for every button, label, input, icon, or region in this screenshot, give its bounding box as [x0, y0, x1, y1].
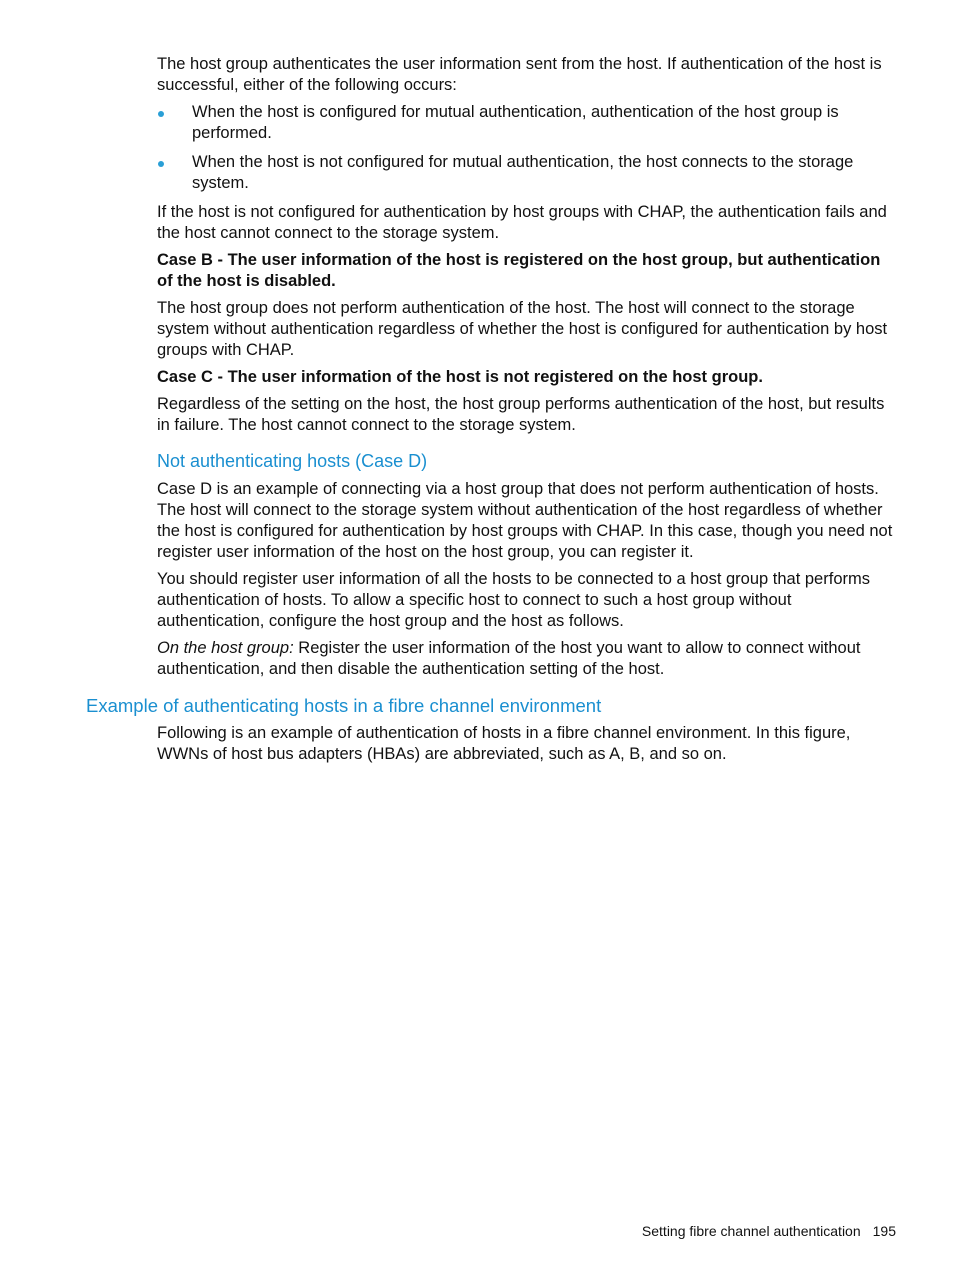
bullet-dot-icon: [158, 111, 164, 117]
case-d-paragraph-2: You should register user information of all the hosts to be connected to a host group that performs authentication of hosts. To allow a specific host to connect to such a host group without authentication, configure the host group and the host as follows.: [157, 570, 870, 630]
case-c-heading: Case C - The user information of the host is not registered on the host group.: [157, 368, 763, 386]
bullet-dot-icon: [158, 161, 164, 167]
after-bullets-paragraph: If the host is not configured for authentication by host groups with CHAP, the authentication fails and the host cannot connect to the storage system.: [157, 203, 887, 242]
case-b-body: The host group does not perform authentication of the host. The host will connect to the storage system without authentication regardless of whether the host is configured for authentication by host groups with CHAP.: [157, 299, 888, 359]
page-content: [86, 54, 899, 771]
case-d-paragraph-1: Case D is an example of connecting via a host group that does not perform authentication of hosts. The host will connect to the storage system without authentication of the host regardless of whether the host is configured for authentication by host groups with CHAP. In this case, though you need not register user information of the host on the host group, you can register it.: [157, 480, 893, 561]
example-section-body: Following is an example of authentication of hosts in a fibre channel environment. In this figure, WWNs of host bus adapters (HBAs) are abbreviated, such as A, B, and so on.: [157, 724, 851, 763]
bullet-list: [157, 102, 899, 194]
case-d-paragraph-3: [157, 638, 899, 680]
host-group-label: On the host group:: [157, 639, 294, 657]
bullet-text: When the host is not configured for mutual authentication, the host connects to the storage system.: [192, 153, 854, 192]
footer-section-title: Setting fibre channel authentication: [641, 1223, 861, 1239]
page-footer: [600, 1221, 896, 1241]
bullet-text: When the host is configured for mutual authentication, authentication of the host group is performed.: [192, 103, 839, 142]
case-b-heading: Case B - The user information of the host is registered on the host group, but authentication of the host is disabled.: [157, 251, 881, 290]
case-c-body: Regardless of the setting on the host, the host group performs authentication of the host, but results in failure. The host cannot connect to the storage system.: [157, 395, 885, 434]
page-number: 195: [872, 1223, 896, 1239]
list-item: [157, 152, 899, 194]
case-d-heading: Not authenticating hosts (Case D): [157, 451, 428, 471]
host-group-text: Register the user information of the host you want to allow to connect without authentication, and then disable the authentication setting of the host.: [157, 639, 861, 678]
example-section-heading: Example of authenticating hosts in a fibre channel environment: [86, 695, 602, 716]
list-item: [157, 102, 899, 144]
intro-paragraph: The host group authenticates the user information sent from the host. If authentication of the host is successful, either of the following occurs:: [157, 55, 882, 94]
